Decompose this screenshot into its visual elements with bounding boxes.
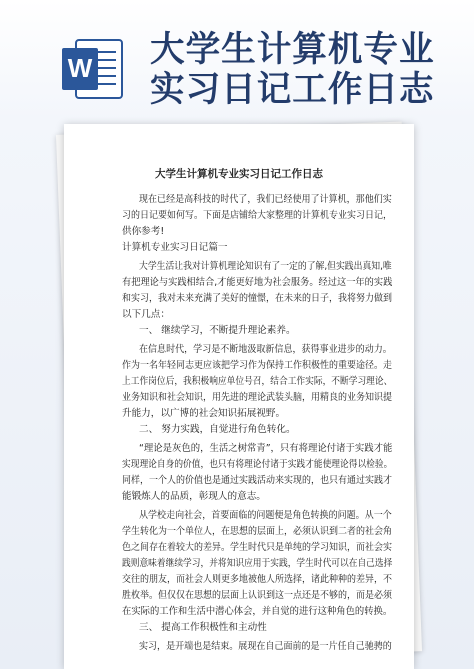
doc-line: 作为一名年轻同志更应该把学习作为保持工作积极性的重要途径。走 xyxy=(122,360,392,371)
doc-line: 现在已经是高科技的时代了，我们已经使用了计算机，那他们实 xyxy=(139,194,392,205)
word-icon-letter: W xyxy=(67,53,93,83)
doc-line: 实现理论自身的价值，也只有将理论付诸于实践才能使理论得以检验。 xyxy=(122,459,393,470)
document-page xyxy=(64,124,414,669)
doc-line: 在信息时代，学习是不断地汲取新信息，获得事业进步的动力。 xyxy=(139,344,392,355)
doc-line: 计算机专业实习日记篇一 xyxy=(122,242,228,253)
banner-title-line1: 大学生计算机专业 xyxy=(150,30,435,70)
doc-line: 学生转化为一个单位人，在思想的层面上，必须认识到二者的社会角 xyxy=(122,526,392,537)
doc-line: “理论是灰色的，生活之树常青”，只有将理论付诸于实践才能 xyxy=(139,443,393,454)
doc-line: 供你参考! xyxy=(122,226,165,237)
doc-line: 业务知识和社会知识，用先进的理论武装头脑，用精良的业务知识提 xyxy=(122,392,392,403)
doc-line: 升能力，以广博的社会知识拓展视野。 xyxy=(122,408,286,419)
doc-line: 交往的朋友，而社会人则更多地被他人所选择，诸此种种的差异，不 xyxy=(122,574,392,585)
doc-line: 一、 继续学习，不断提升理论素养。 xyxy=(139,325,296,336)
doc-line: 能锻炼人的品质，彰现人的意志。 xyxy=(122,491,266,502)
doc-line: 有把理论与实践相结合,才能更好地为社会服务。经过这一年的实践 xyxy=(122,277,393,288)
doc-line: 以下几点： xyxy=(122,309,170,320)
doc-line: 从学校走向社会，首要面临的问题便是角色转换的问题。从一个 xyxy=(139,510,392,521)
doc-line: 和实习，我对未来充满了美好的憧憬，在未来的日子，我将努力做到 xyxy=(122,293,392,304)
doc-line: 同样，一个人的价值也是通过实践活动来实现的，也只有通过实践才 xyxy=(122,475,392,486)
doc-line: 实习，是开端也是结束。展现在自己面前的是一片任自己驰骋的 xyxy=(139,641,392,652)
document-title: 大学生计算机专业实习日记工作日志 xyxy=(155,168,323,180)
banner-title-line2: 实习日记工作日志 xyxy=(150,70,435,110)
doc-line: 胜枚举。但仅仅在思想的层面上认识到这一点还是不够的，而是必须 xyxy=(122,590,392,601)
doc-line: 色之间存在着较大的差异。学生时代只是单纯的学习知识，而社会实 xyxy=(122,542,392,553)
doc-line: 二、 努力实践，自觉进行角色转化。 xyxy=(139,424,296,435)
doc-line: 三、 提高工作积极性和主动性 xyxy=(139,622,267,633)
doc-line: 习的日记要如何写。下面是店铺给大家整理的计算机专业实习日记， xyxy=(122,210,392,221)
doc-line: 大学生活让我对计算机理论知识有了一定的了解,但实践出真知,唯 xyxy=(139,261,392,272)
doc-line: 在实际的工作和生活中潜心体会，并自觉的进行这种角色的转换。 xyxy=(122,606,393,617)
doc-line: 践则意味着继续学习，并将知识应用于实践，学生时代可以在自己选择 xyxy=(122,558,393,569)
document-body xyxy=(64,124,414,669)
page-banner xyxy=(0,0,474,118)
doc-line: 上工作岗位后，我积极响应单位号召，结合工作实际，不断学习理论、 xyxy=(122,376,393,387)
